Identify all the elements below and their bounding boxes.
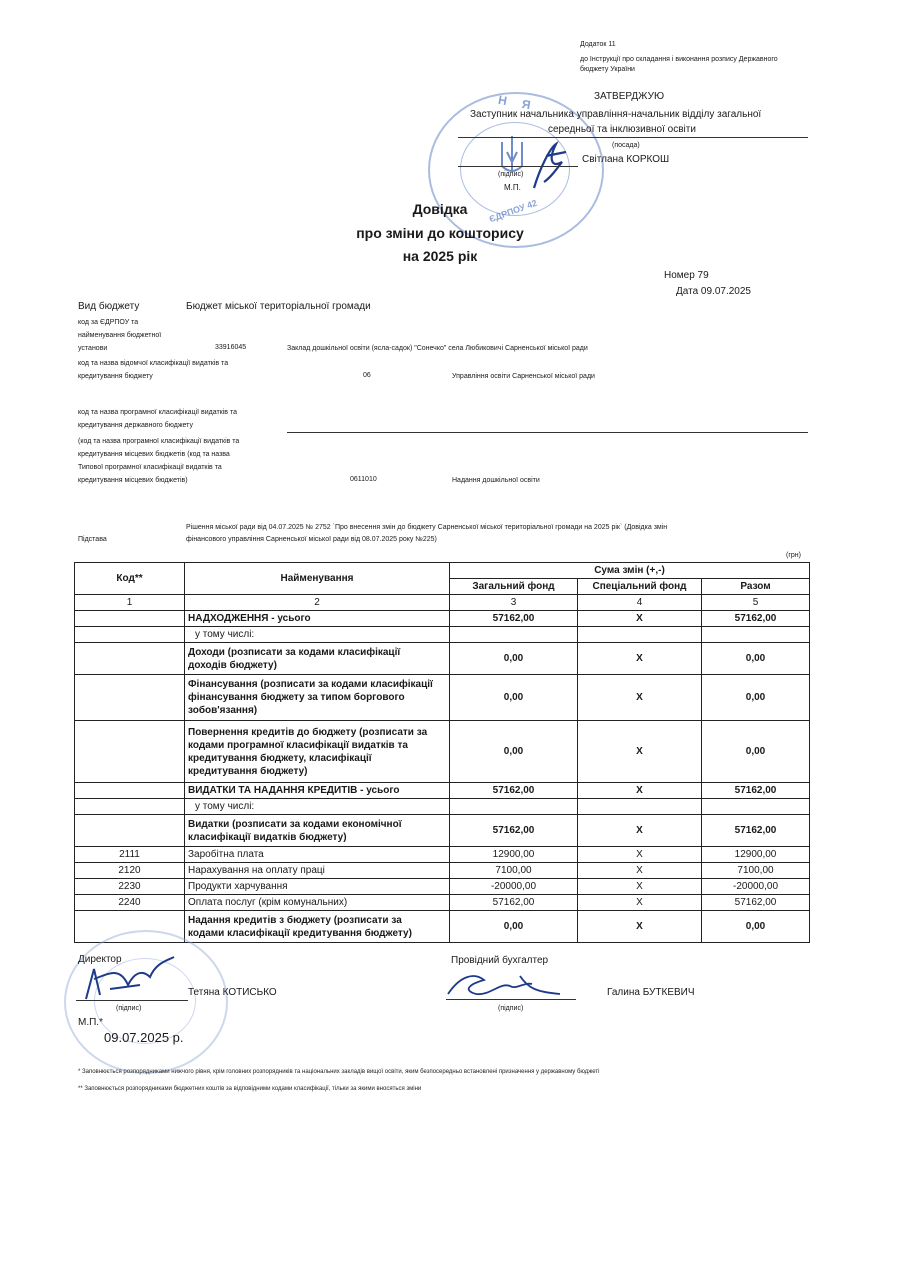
row-name — [185, 675, 450, 721]
row-name — [185, 643, 450, 675]
director-label: Директор — [78, 954, 122, 965]
row-total: 57162,00 — [702, 895, 810, 911]
changes-table — [74, 562, 810, 943]
approved-label: ЗАТВЕРДЖУЮ — [594, 91, 665, 102]
row-code: 2120 — [75, 863, 185, 879]
row-code: 2240 — [75, 895, 185, 911]
currency-label: (грн) — [786, 552, 801, 559]
accountant-label: Провідний бухгалтер — [451, 955, 549, 966]
accountant-sign-caption: (підпис) — [498, 1005, 524, 1012]
row-name-line: кодами класифікації кредитування бюджету) — [188, 927, 412, 939]
row-name-line: Фінансування (розписати за кодами класифікації — [188, 679, 433, 690]
row-code — [75, 799, 185, 815]
director-seal: М.П.* — [78, 1017, 103, 1028]
row-general: 0,00 — [450, 643, 578, 675]
row-name: Нарахування на оплату праці — [185, 863, 450, 879]
row-total: 0,00 — [702, 675, 810, 721]
row-total: 0,00 — [702, 721, 810, 783]
row-name: у тому числі: — [185, 799, 450, 815]
row-name — [185, 815, 450, 847]
header-general-fund: Загальний фонд — [450, 579, 578, 595]
sign-date: 09.07.2025 р. — [104, 1030, 184, 1045]
dept-code: 06 — [363, 372, 371, 379]
row-name: Продукти харчування — [185, 879, 450, 895]
approver-name: Світлана КОРКОШ — [582, 154, 670, 165]
row-total — [702, 627, 810, 643]
signature-underline — [458, 166, 578, 167]
row-name-line: доходів бюджету) — [188, 659, 277, 671]
row-total — [702, 799, 810, 815]
stamp-ring-text: Н Я — [497, 92, 538, 114]
row-general: 0,00 — [450, 675, 578, 721]
row-general: 57162,00 — [450, 895, 578, 911]
row-name-line: класифікації видатків бюджету) — [188, 831, 347, 843]
row-total: 7100,00 — [702, 863, 810, 879]
table-row — [75, 627, 810, 643]
approver-position-line2: середньої та інклюзивної освіти — [548, 124, 696, 135]
table-row — [75, 847, 810, 863]
row-name: у тому числі: — [185, 627, 450, 643]
row-code — [75, 611, 185, 627]
annex-line3: бюджету України — [580, 66, 635, 73]
table-row — [75, 721, 810, 783]
signature-caption: (підпис) — [498, 171, 524, 178]
row-special: X — [578, 815, 702, 847]
row-total: 12900,00 — [702, 847, 810, 863]
row-name: Оплата послуг (крім комунальних) — [185, 895, 450, 911]
row-name: НАДХОДЖЕННЯ - усього — [185, 611, 450, 627]
table-row — [75, 643, 810, 675]
position-underline — [458, 137, 808, 138]
row-name — [185, 911, 450, 943]
table-row — [75, 815, 810, 847]
header-total: Разом — [702, 579, 810, 595]
row-name — [185, 721, 450, 783]
local-program-code: 0611010 — [350, 476, 377, 483]
footnote-2: ** Заповнюється розпорядниками бюджетних коштів за відповідними кодами класифікації, тільки за якими вносяться зміни — [78, 1086, 422, 1092]
row-special: X — [578, 911, 702, 943]
header-name: Найменування — [185, 563, 450, 595]
row-total: 57162,00 — [702, 611, 810, 627]
row-name-line: кредитування бюджету, класифікації — [188, 752, 372, 764]
director-name: Тетяна КОТИСЬКО — [188, 987, 277, 998]
row-general: 57162,00 — [450, 611, 578, 627]
row-total: 57162,00 — [702, 783, 810, 799]
row-general: 7100,00 — [450, 863, 578, 879]
state-program-label-2: кредитування державного бюджету — [78, 422, 193, 429]
row-name-line: фінансування бюджету за типом боргового — [188, 692, 405, 703]
row-code — [75, 675, 185, 721]
row-special — [578, 627, 702, 643]
edrpou-label-2: найменування бюджетної — [78, 332, 162, 339]
table-row — [75, 611, 810, 627]
accountant-name: Галина БУТКЕВИЧ — [607, 987, 695, 998]
row-special: X — [578, 611, 702, 627]
row-general: 0,00 — [450, 721, 578, 783]
row-special: X — [578, 643, 702, 675]
row-name-line: зобов'язання) — [188, 705, 258, 716]
annex-line1: Додаток 11 — [580, 41, 616, 48]
row-code — [75, 721, 185, 783]
table-row — [75, 863, 810, 879]
row-special: X — [578, 783, 702, 799]
header-sum: Сума змін (+,-) — [450, 563, 810, 579]
row-general: -20000,00 — [450, 879, 578, 895]
row-code — [75, 783, 185, 799]
footnote-1: * Заповнюється розпорядниками нижчого рівня, крім головних розпорядників та національних закладів вищої освіти, яким безпосередньо встановлені призначення у державному бюджеті — [78, 1069, 600, 1075]
seal-caption: М.П. — [504, 183, 521, 192]
header-special-fund: Спеціальний фонд — [578, 579, 702, 595]
edrpou-code: 33916045 — [215, 344, 247, 351]
state-program-underline — [287, 432, 808, 433]
row-general — [450, 799, 578, 815]
row-total: 0,00 — [702, 643, 810, 675]
dept-name: Управління освіти Сарненської міської ради — [452, 373, 595, 380]
row-general: 12900,00 — [450, 847, 578, 863]
director-signature — [80, 955, 180, 1005]
table-row — [75, 879, 810, 895]
row-total: 57162,00 — [702, 815, 810, 847]
table-row — [75, 799, 810, 815]
row-name-line: Надання кредитів з бюджету (розписати за — [188, 914, 402, 926]
row-total: 0,00 — [702, 911, 810, 943]
row-code — [75, 815, 185, 847]
row-special: X — [578, 863, 702, 879]
local-program-label-2: кредитування місцевих бюджетів (код та назва — [78, 451, 230, 458]
institution-name: Заклад дошкільної освіти (ясла-садок) "Сонечко" села Любиковичі Сарненської міської ради — [287, 345, 588, 352]
accountant-sign-underline — [446, 999, 576, 1000]
doc-title-line2: про зміни до кошторису — [356, 225, 524, 241]
approver-position-line1: Заступник начальника управління-начальник відділу загальної — [470, 109, 762, 120]
doc-title-line3: на 2025 рік — [402, 248, 478, 264]
header-code: Код** — [75, 563, 185, 595]
row-general — [450, 627, 578, 643]
row-special: X — [578, 847, 702, 863]
row-total: -20000,00 — [702, 879, 810, 895]
row-special: X — [578, 895, 702, 911]
row-code — [75, 627, 185, 643]
basis-line1: Рішення міської ради від 04.07.2025 № 2752 `Про внесення змін до бюджету Сарненської міської територіальної громади на 2025 рік` (Довідка змін — [186, 524, 668, 531]
row-special: X — [578, 675, 702, 721]
row-special — [578, 799, 702, 815]
row-name: ВИДАТКИ ТА НАДАННЯ КРЕДИТІВ - усього — [185, 783, 450, 799]
local-program-name: Надання дошкільної освіти — [452, 477, 540, 484]
row-code: 2230 — [75, 879, 185, 895]
director-sign-caption: (підпис) — [116, 1005, 142, 1012]
dept-label-2: кредитування бюджету — [78, 373, 153, 380]
row-name: Заробітна плата — [185, 847, 450, 863]
edrpou-label-3: установи — [78, 345, 108, 352]
row-general: 57162,00 — [450, 815, 578, 847]
row-name-line: кодами програмної класифікації видатків та — [188, 739, 408, 751]
col-number: 2 — [185, 595, 450, 611]
col-number: 5 — [702, 595, 810, 611]
director-sign-underline — [76, 1000, 188, 1001]
position-caption: (посада) — [612, 142, 640, 149]
budget-type-label: Вид бюджету — [78, 301, 140, 312]
stamp-code-text: ЄДРПОУ 42 — [487, 197, 539, 225]
annex-line2: до Інструкції про складання і виконання розпису Державного — [580, 56, 778, 63]
row-name-line: Доходи (розписати за кодами класифікації — [188, 646, 401, 658]
table-row — [75, 895, 810, 911]
table-row — [75, 783, 810, 799]
row-name-line: Видатки (розписати за кодами економічної — [188, 818, 402, 830]
col-number: 3 — [450, 595, 578, 611]
dept-label-1: код та назва відомчої класифікації видатків та — [78, 360, 229, 367]
doc-date: Дата 09.07.2025 — [676, 286, 751, 297]
local-program-label-1: (код та назва програмної класифікації видатків та — [78, 438, 240, 445]
row-code — [75, 643, 185, 675]
state-program-label-1: код та назва програмної класифікації видатків та — [78, 409, 237, 416]
edrpou-label-1: код за ЄДРПОУ та — [78, 319, 139, 326]
budget-type-value: Бюджет міської територіальної громади — [186, 301, 371, 312]
row-general: 57162,00 — [450, 783, 578, 799]
local-program-label-4: кредитування місцевих бюджетів) — [78, 477, 188, 484]
row-code: 2111 — [75, 847, 185, 863]
row-name-line: кредитування бюджету) — [188, 765, 308, 777]
table-row — [75, 675, 810, 721]
row-general: 0,00 — [450, 911, 578, 943]
doc-number: Номер 79 — [664, 270, 709, 281]
doc-title-line1: Довідка — [412, 201, 468, 217]
row-special: X — [578, 721, 702, 783]
basis-label: Підстава — [78, 536, 107, 543]
col-number: 1 — [75, 595, 185, 611]
basis-line2: фінансового управління Сарненської міської ради від 08.07.2025 року №225) — [186, 536, 437, 543]
local-program-label-3: Типової програмної класифікації видатків та — [78, 464, 222, 471]
row-name-line: Повернення кредитів до бюджету (розписати за — [188, 726, 428, 738]
row-special: X — [578, 879, 702, 895]
col-number: 4 — [578, 595, 702, 611]
